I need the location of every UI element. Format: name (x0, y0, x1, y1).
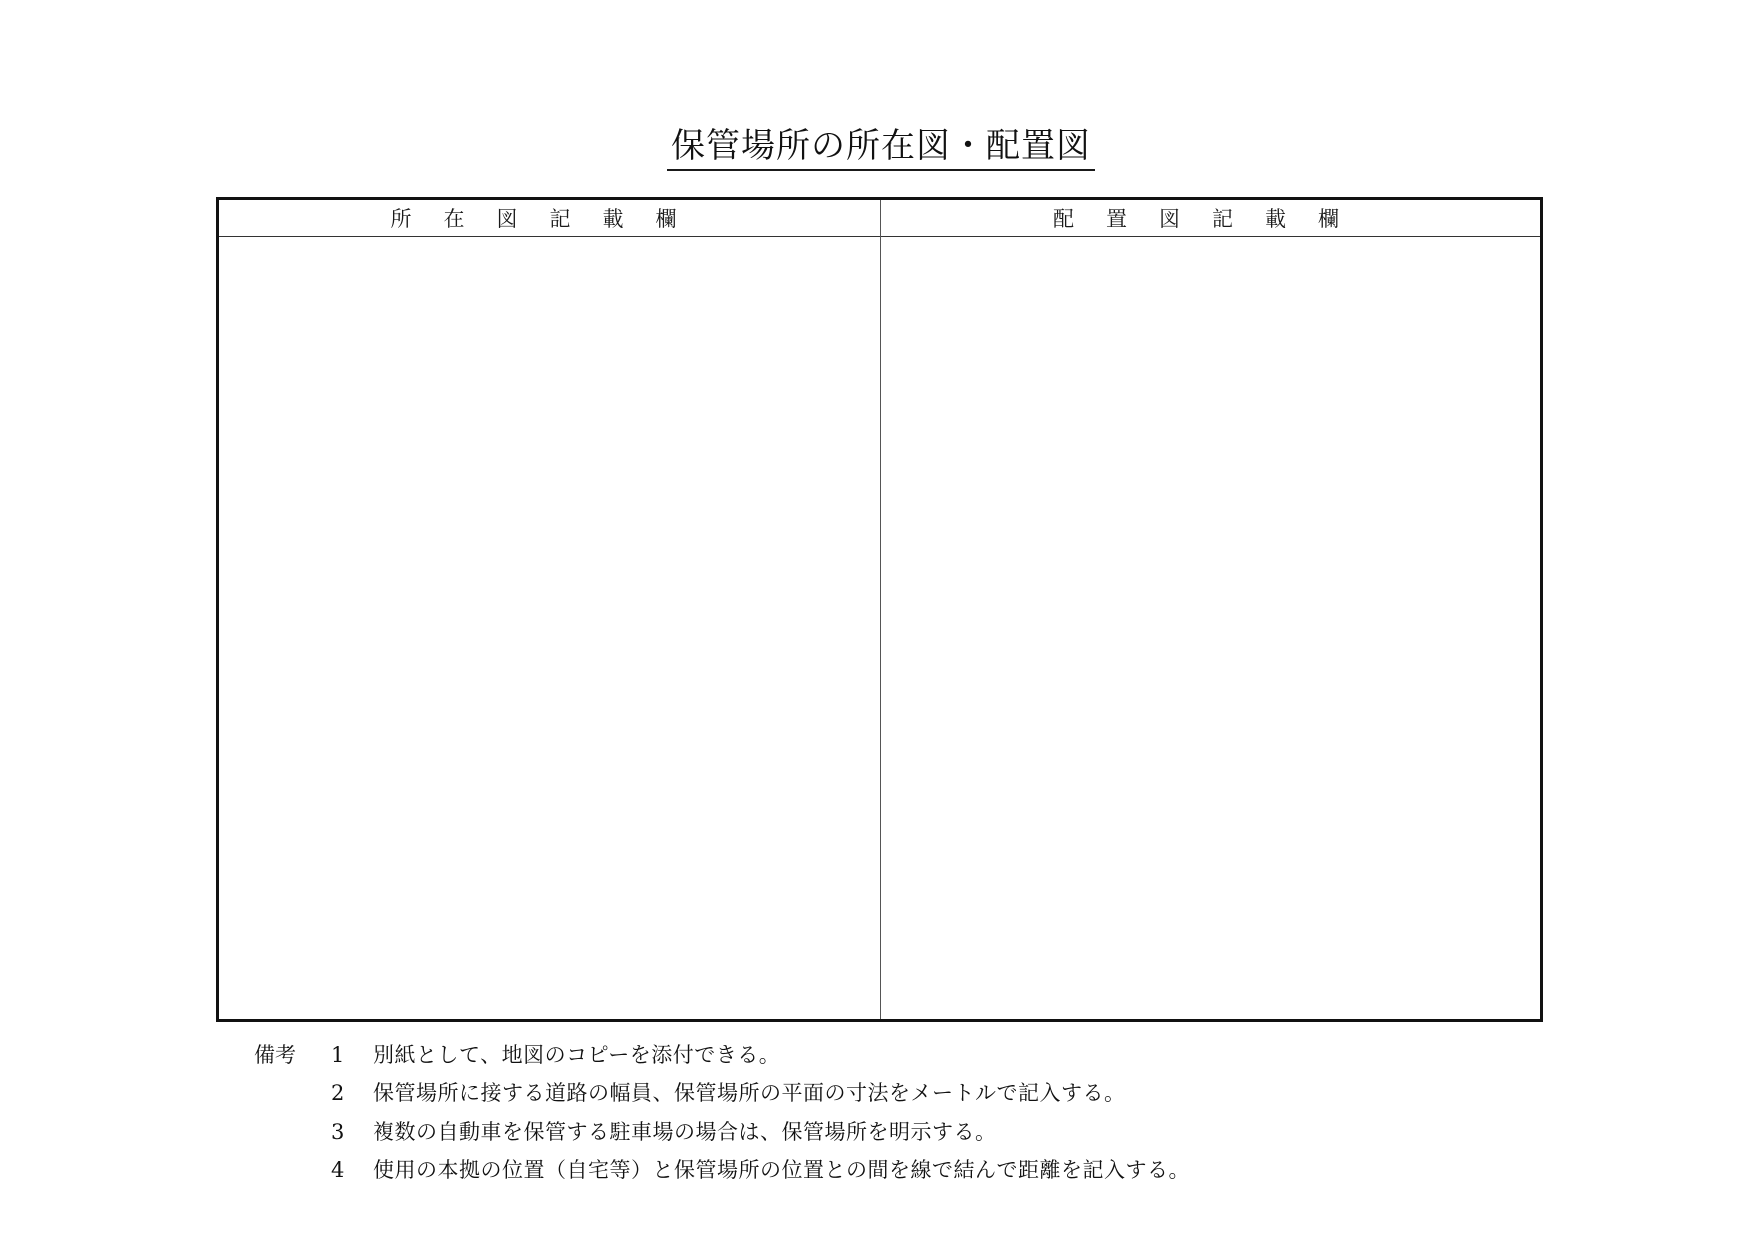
remark-number: 1 (331, 1043, 345, 1067)
remark-number: 4 (331, 1158, 345, 1182)
remarks-label: 備考 (254, 1043, 296, 1067)
location-map-column-header: 所在図記載欄 (390, 207, 709, 231)
remark-text: 別紙として、地図のコピーを添付できる。 (373, 1043, 781, 1067)
remark-number: 3 (331, 1120, 345, 1144)
location-map-entry-area[interactable] (219, 237, 880, 1019)
title-underline (667, 169, 1095, 171)
remark-text: 保管場所に接する道路の幅員、保管場所の平面の寸法をメートルで記入する。 (373, 1081, 1126, 1105)
remark-text: 使用の本拠の位置（自宅等）と保管場所の位置との間を線で結んで距離を記入する。 (373, 1158, 1190, 1182)
remark-number: 2 (331, 1081, 345, 1105)
remark-text: 複数の自動車を保管する駐車場の場合は、保管場所を明示する。 (373, 1120, 997, 1144)
layout-map-column-header: 配置図記載欄 (1053, 207, 1371, 231)
map-form-table (216, 197, 1543, 1022)
layout-map-entry-area[interactable] (881, 237, 1540, 1019)
page-title: 保管場所の所在図・配置図 (671, 126, 1091, 166)
